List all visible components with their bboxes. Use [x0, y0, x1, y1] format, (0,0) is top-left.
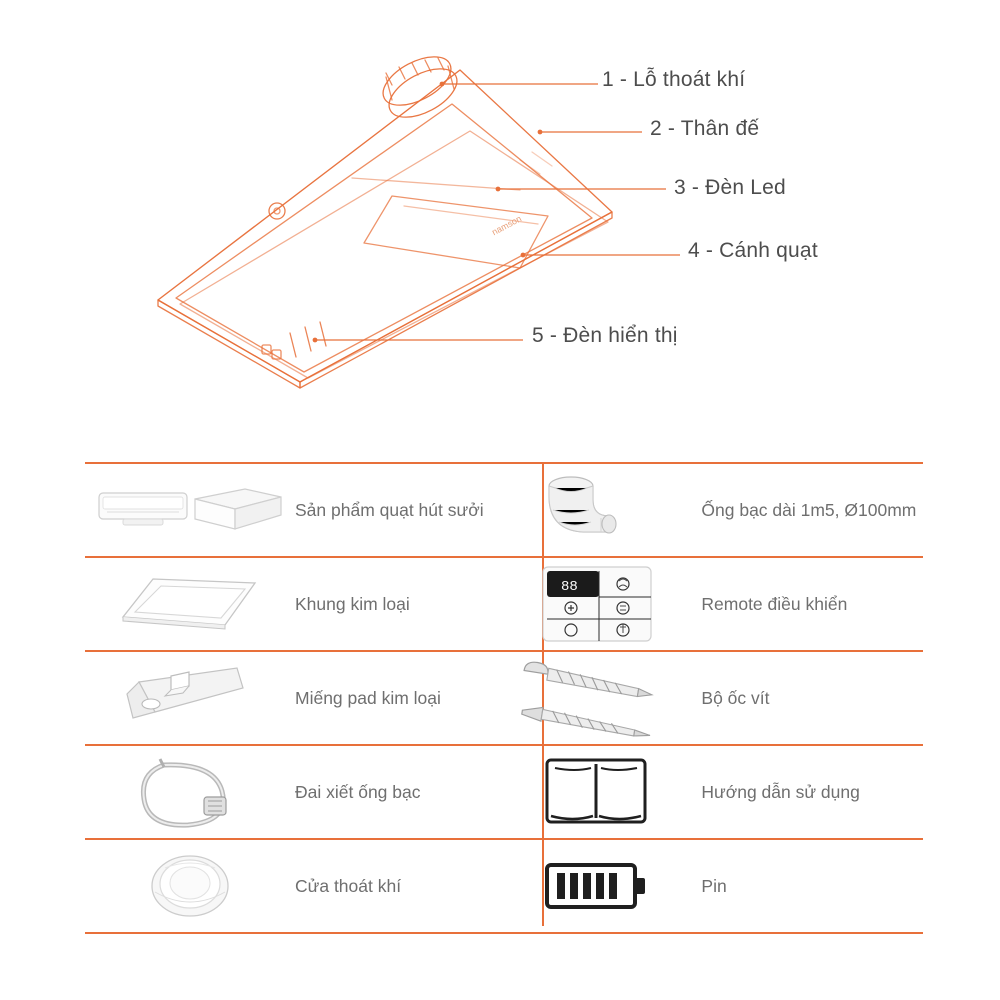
cell-label-remote-control: Remote điều khiển: [701, 557, 923, 651]
cell-label-metal-pad: Miếng pad kim loại: [295, 651, 489, 745]
table-row: [85, 463, 923, 557]
leader-lines: [315, 84, 680, 340]
cell-icon-heater-fan-product: [85, 463, 295, 557]
table-row: [85, 745, 923, 839]
accessories-table: [85, 462, 923, 934]
product-exploded-diagram: [0, 0, 1000, 440]
svg-text:88: 88: [561, 579, 579, 595]
cell-icon-air-outlet-vent: [85, 839, 295, 933]
cell-icon-duct-clamp: [85, 745, 295, 839]
air-outlet-vent-icon: [135, 846, 245, 926]
callout-label-3: 3 - Đèn Led: [674, 176, 786, 199]
heater-fan-product-icon: [95, 475, 285, 545]
user-manual-icon: [541, 752, 651, 832]
battery-icon: [541, 855, 651, 917]
cell-label-metal-frame: Khung kim loại: [295, 557, 489, 651]
callout-label-1: 1 - Lỗ thoát khí: [602, 68, 746, 91]
callout-label-4: 4 - Cánh quạt: [688, 239, 818, 262]
cell-icon-metal-pad: [85, 651, 295, 745]
remote-control-icon: [531, 563, 661, 645]
callout-label-5: 5 - Đèn hiển thị: [532, 324, 678, 347]
cell-icon-remote-control: [491, 557, 701, 651]
cell-label-silver-duct-pipe: Ống bạc dài 1m5, Ø100mm: [701, 463, 923, 557]
cell-label-air-outlet-vent: Cửa thoát khí: [295, 839, 489, 933]
cell-label-screw-set: Bộ ốc vít: [701, 651, 923, 745]
metal-pad-icon: [115, 660, 265, 736]
table-row: [85, 557, 923, 651]
cell-label-user-manual: Hướng dẫn sử dụng: [701, 745, 923, 839]
cell-label-heater-fan-product: Sản phẩm quạt hút sưởi: [295, 463, 489, 557]
callout-label-2: 2 - Thân đế: [650, 117, 760, 140]
cell-icon-screw-set: [491, 651, 701, 745]
metal-frame-icon: [115, 573, 265, 635]
table-row: [85, 839, 923, 933]
cell-label-duct-clamp: Đai xiết ống bạc: [295, 745, 489, 839]
brand-wordmark: namson: [490, 213, 524, 238]
screw-set-icon: [516, 652, 676, 744]
cell-label-battery: Pin: [701, 839, 923, 933]
diagram-svg: [0, 0, 1000, 440]
table-row: [85, 651, 923, 745]
silver-duct-pipe-icon: [531, 470, 661, 550]
cell-icon-metal-frame: [85, 557, 295, 651]
cell-icon-battery: [491, 839, 701, 933]
cell-icon-user-manual: [491, 745, 701, 839]
duct-clamp-icon: [130, 753, 250, 831]
cell-icon-silver-duct-pipe: [491, 463, 701, 557]
